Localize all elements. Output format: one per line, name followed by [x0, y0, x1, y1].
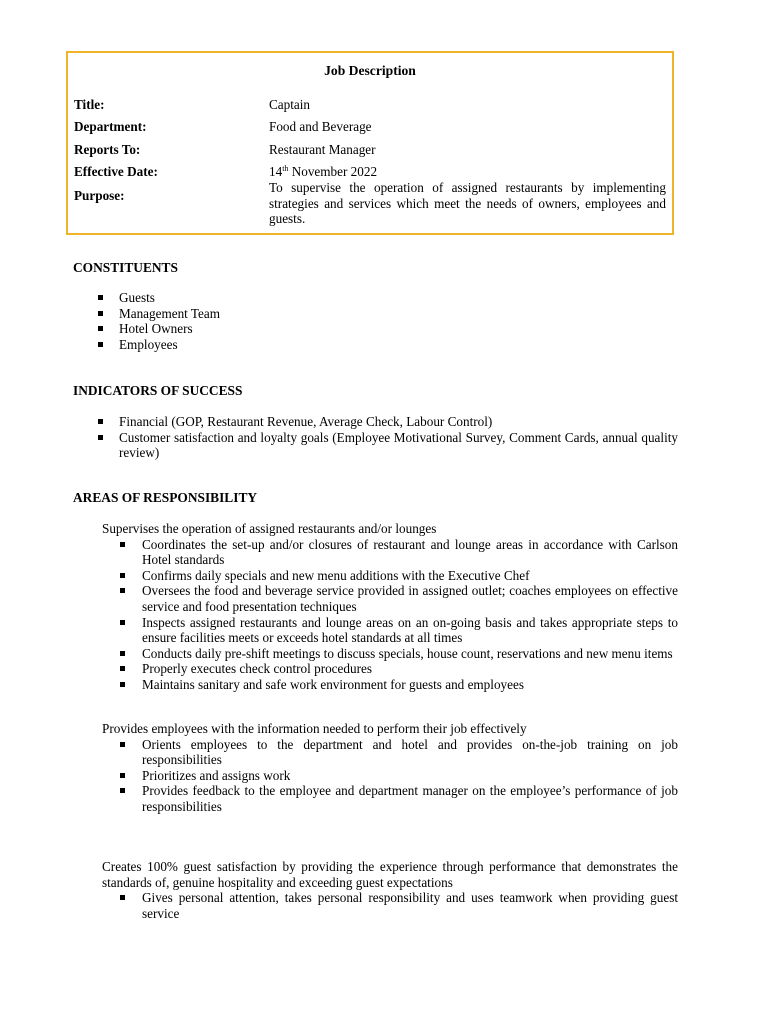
list-item: Orients employees to the department and hotel and provides on-the-job training on job responsibilities: [102, 737, 678, 768]
purpose-label: Purpose:: [74, 188, 125, 203]
constituents-list: [73, 290, 678, 352]
responsibility-items: [102, 737, 678, 815]
responsibility-group-information: [102, 721, 678, 815]
effective-day-suffix: th: [282, 164, 289, 173]
title-label: Title:: [74, 97, 105, 112]
list-item: Inspects assigned restaurants and lounge areas on an on-going basis and takes appropriate steps to ensure facilities meets or exceeds hotel standards at all times: [102, 615, 678, 646]
effective-day: 14: [269, 164, 283, 179]
responsibility-items: [102, 537, 678, 693]
list-item: Management Team: [73, 306, 678, 322]
department-value: Food and Beverage: [269, 119, 372, 134]
effective-date-value: [269, 164, 666, 180]
responsibility-intro: Creates 100% guest satisfaction by providing the experience through performance that demonstrates the standards of, genuine hospitality and exceeding guest expectations: [102, 859, 678, 890]
list-item: Financial (GOP, Restaurant Revenue, Average Check, Labour Control): [73, 414, 678, 430]
list-item: Oversees the food and beverage service provided in assigned outlet; coaches employees on effective service and food presentation techniques: [102, 583, 678, 614]
list-item: Maintains sanitary and safe work environment for guests and employees: [102, 677, 678, 693]
responsibility-intro: Provides employees with the information needed to perform their job effectively: [102, 721, 527, 736]
department-label: Department:: [74, 119, 147, 134]
job-description-heading: Job Description: [324, 63, 416, 78]
reports-to-label: Reports To:: [74, 142, 141, 157]
list-item: Prioritizes and assigns work: [102, 768, 678, 784]
responsibility-group-guest-satisfaction: [102, 859, 678, 921]
responsibilities-heading: AREAS OF RESPONSIBILITY: [73, 490, 258, 505]
purpose-value: To supervise the operation of assigned restaurants by implementing strategies and services which meet the needs of owners, employees and guests.: [269, 180, 666, 227]
list-item: Customer satisfaction and loyalty goals (Employee Motivational Survey, Comment Cards, annual quality review): [73, 430, 678, 461]
indicators-list: [73, 414, 678, 461]
indicators-heading: INDICATORS OF SUCCESS: [73, 383, 243, 398]
list-item: Employees: [73, 337, 678, 353]
list-item: Hotel Owners: [73, 321, 678, 337]
responsibility-intro: Supervises the operation of assigned restaurants and/or lounges: [102, 521, 437, 536]
list-item: Guests: [73, 290, 678, 306]
constituents-heading: CONSTITUENTS: [73, 260, 178, 275]
reports-to-value: Restaurant Manager: [269, 142, 376, 157]
effective-date-label: Effective Date:: [74, 164, 158, 179]
list-item: Coordinates the set-up and/or closures of restaurant and lounge areas in accordance with Carlson Hotel standards: [102, 537, 678, 568]
effective-month-year: November 2022: [288, 164, 378, 179]
title-value: Captain: [269, 97, 311, 112]
responsibility-items: [102, 890, 678, 921]
list-item: Properly executes check control procedures: [102, 661, 678, 677]
responsibility-group-supervision: [102, 521, 678, 693]
list-item: Conducts daily pre-shift meetings to discuss specials, house count, reservations and new menu items: [102, 646, 678, 662]
list-item: Confirms daily specials and new menu additions with the Executive Chef: [102, 568, 678, 584]
list-item: Gives personal attention, takes personal responsibility and uses teamwork when providing guest service: [102, 890, 678, 921]
job-description-box: [66, 51, 674, 235]
list-item: Provides feedback to the employee and department manager on the employee’s performance of job responsibilities: [102, 783, 678, 814]
